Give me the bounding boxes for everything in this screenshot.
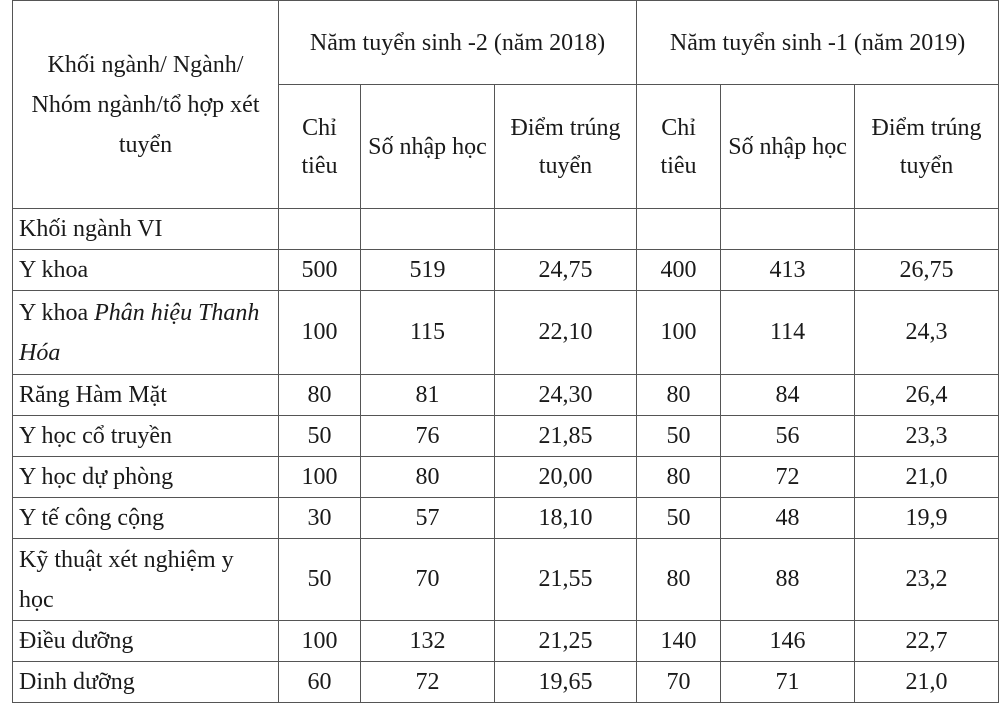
table-row [13, 416, 999, 457]
program-name: Dinh dưỡng [13, 662, 279, 703]
subheader-quota-2018: Chỉ tiêu [279, 85, 361, 209]
enrolled-2018: 81 [361, 375, 495, 416]
column-header-program: Khối ngành/ Ngành/ Nhóm ngành/tổ hợp xét tuyển [13, 1, 279, 209]
header-row-years [13, 1, 999, 85]
group-row [13, 209, 999, 250]
program-name-italic: Phân hiệu Thanh Hóa [19, 299, 260, 366]
quota-2019: 140 [637, 621, 721, 662]
table-row [13, 498, 999, 539]
score-2019: 19,9 [855, 498, 999, 539]
score-2018: 24,30 [495, 375, 637, 416]
program-name: Y học cổ truyền [13, 416, 279, 457]
score-2018: 18,10 [495, 498, 637, 539]
score-2018: 20,00 [495, 457, 637, 498]
quota-2018: 50 [279, 416, 361, 457]
empty-cell [495, 209, 637, 250]
quota-2019: 100 [637, 291, 721, 375]
score-2019: 21,0 [855, 662, 999, 703]
enrolled-2018: 80 [361, 457, 495, 498]
enrolled-2018: 76 [361, 416, 495, 457]
score-2018: 21,55 [495, 539, 637, 621]
quota-2019: 80 [637, 457, 721, 498]
quota-2018: 100 [279, 291, 361, 375]
column-header-year-2018: Năm tuyển sinh -2 (năm 2018) [279, 1, 637, 85]
program-name: Điều dưỡng [13, 621, 279, 662]
subheader-enrolled-2018: Số nhập học [361, 85, 495, 209]
score-2019: 21,0 [855, 457, 999, 498]
subheader-enrolled-2019: Số nhập học [721, 85, 855, 209]
enrolled-2019: 72 [721, 457, 855, 498]
enrolled-2018: 519 [361, 250, 495, 291]
subheader-score-2018: Điểm trúng tuyển [495, 85, 637, 209]
empty-cell [637, 209, 721, 250]
empty-cell [721, 209, 855, 250]
score-2019: 24,3 [855, 291, 999, 375]
score-2019: 23,3 [855, 416, 999, 457]
table-row [13, 291, 999, 375]
enrolled-2019: 413 [721, 250, 855, 291]
quota-2018: 30 [279, 498, 361, 539]
enrolled-2019: 56 [721, 416, 855, 457]
empty-cell [279, 209, 361, 250]
score-2019: 23,2 [855, 539, 999, 621]
enrolled-2018: 115 [361, 291, 495, 375]
program-name: Răng Hàm Mặt [13, 375, 279, 416]
quota-2019: 50 [637, 416, 721, 457]
enrolled-2018: 132 [361, 621, 495, 662]
quota-2018: 500 [279, 250, 361, 291]
score-2019: 26,75 [855, 250, 999, 291]
enrolled-2018: 57 [361, 498, 495, 539]
admissions-table [12, 0, 999, 703]
column-header-year-2019: Năm tuyển sinh -1 (năm 2019) [637, 1, 999, 85]
program-name: Y tế công cộng [13, 498, 279, 539]
quota-2019: 80 [637, 539, 721, 621]
quota-2018: 50 [279, 539, 361, 621]
score-2018: 22,10 [495, 291, 637, 375]
enrolled-2019: 114 [721, 291, 855, 375]
enrolled-2018: 72 [361, 662, 495, 703]
group-label: Khối ngành VI [13, 209, 279, 250]
table-row [13, 457, 999, 498]
program-name: Kỹ thuật xét nghiệm y học [13, 539, 279, 621]
enrolled-2019: 48 [721, 498, 855, 539]
score-2018: 21,85 [495, 416, 637, 457]
score-2018: 19,65 [495, 662, 637, 703]
program-name: Y học dự phòng [13, 457, 279, 498]
quota-2019: 80 [637, 375, 721, 416]
enrolled-2019: 146 [721, 621, 855, 662]
enrolled-2019: 88 [721, 539, 855, 621]
quota-2018: 100 [279, 621, 361, 662]
score-2019: 26,4 [855, 375, 999, 416]
table-row [13, 250, 999, 291]
quota-2019: 50 [637, 498, 721, 539]
score-2018: 24,75 [495, 250, 637, 291]
table-row [13, 539, 999, 621]
score-2018: 21,25 [495, 621, 637, 662]
table-row [13, 662, 999, 703]
score-2019: 22,7 [855, 621, 999, 662]
program-name: Y khoa Phân hiệu Thanh Hóa [13, 291, 279, 375]
quota-2018: 100 [279, 457, 361, 498]
quota-2018: 80 [279, 375, 361, 416]
enrolled-2018: 70 [361, 539, 495, 621]
enrolled-2019: 84 [721, 375, 855, 416]
enrolled-2019: 71 [721, 662, 855, 703]
quota-2019: 400 [637, 250, 721, 291]
program-name: Y khoa [13, 250, 279, 291]
subheader-score-2019: Điểm trúng tuyển [855, 85, 999, 209]
table-row [13, 375, 999, 416]
table-row [13, 621, 999, 662]
empty-cell [855, 209, 999, 250]
empty-cell [361, 209, 495, 250]
quota-2019: 70 [637, 662, 721, 703]
quota-2018: 60 [279, 662, 361, 703]
subheader-quota-2019: Chỉ tiêu [637, 85, 721, 209]
